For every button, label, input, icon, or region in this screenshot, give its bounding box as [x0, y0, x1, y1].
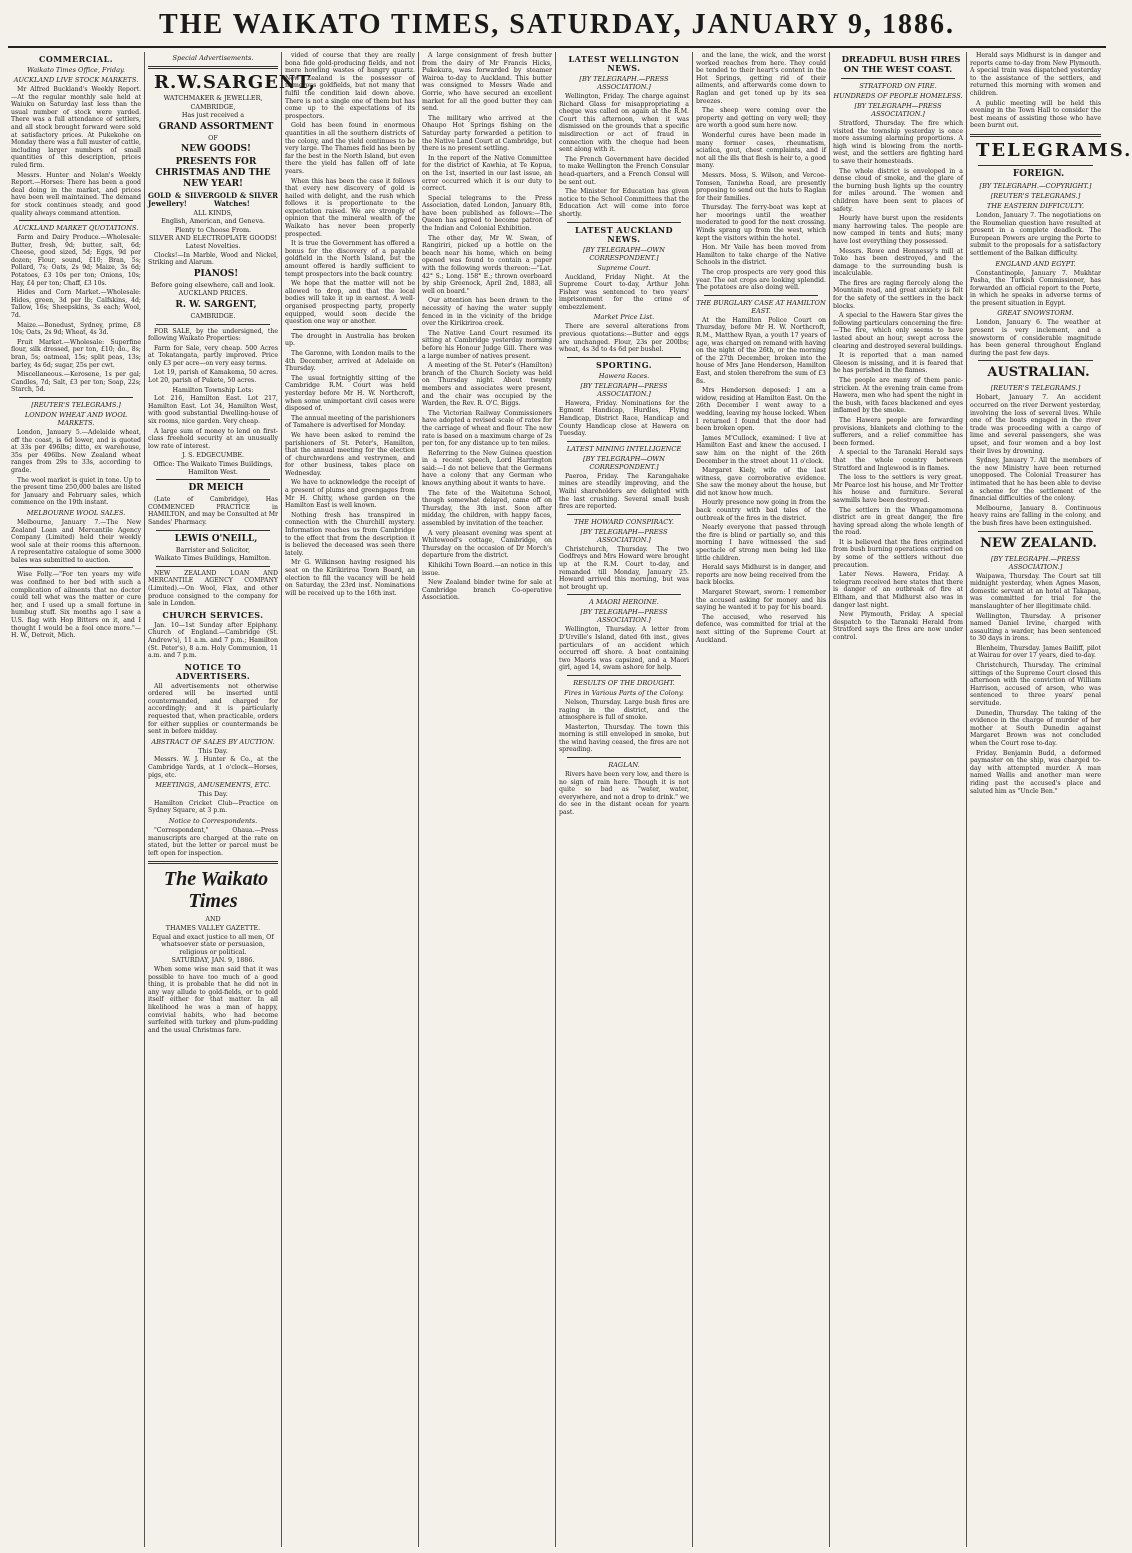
paragraph: Herald says Midhurst is in danger and reports came to-day from New Plymouth. A special train was dispatched yesterday to the assistance of the settlers, and returned this morning with women and children.: [970, 52, 1101, 97]
paragraph: The Native Land Court resumed its sitting at Cambridge yesterday morning before his Honour Judge Gill. There was a large number of natives present.: [422, 329, 552, 360]
paragraph: Hamilton Cricket Club—Practice on Sydney Square, at 3 p.m.: [148, 799, 278, 815]
paragraph: A special to the Taranaki Herald says that the whole country between Stratford and Inglewood is in flames.: [833, 449, 963, 472]
divider: [978, 531, 1093, 532]
paragraph: Hobart, January 7. An accident occurred on the river Derwent yesterday, involving the loss of several lives. While one of the boats engaged in the river trade was proceeding with a cargo of lime and several passengers, she was upset, and four women and a boy lost their lives by drowning.: [970, 394, 1101, 455]
paragraph: Fruit Market.—Wholesale: Superfine flour, silk dressed, per ton, £10; do., 8s; bran, 5s; oatmeal, 15s; split peas, 13s; barley, 4s 6d; sugar, 25s per cwt.: [11, 338, 141, 369]
paragraph: Masterton, Thursday. The town this morning is still enveloped in smoke, but the wind having ceased, the fires are not spreading.: [559, 723, 689, 754]
paragraph: The annual meeting of the parishioners of Tamahere is advertised for Monday.: [285, 414, 415, 430]
section-heading: TELEGRAMS.: [976, 139, 1132, 161]
sub-heading: Market Price List.: [593, 313, 655, 322]
paragraph: We hope that the matter will not be allowed to drop, and that the local bodies will take it up in earnest. A well-organised prospecting party, properly equipped, would soon decide the question one way or another.: [285, 280, 415, 326]
divider: [567, 594, 681, 595]
paragraph: The other day, Mr W. Swan, of Rangiriri, picked up a bottle on the beach near his home, which on being opened was found to contain a paper with the following words thereon:—"Lat. 42° S.; Long. 158° E.; thrown overboard by ship Greenock, April 2nd, 1883, all well on board.": [422, 234, 552, 295]
section-heading: COMMERCIAL.: [38, 54, 114, 64]
divider: [567, 441, 681, 442]
paragraph: When this has been the case it follows that every new discovery of gold is hailed with delight, and the rush which follows it is proportionate to the expectation raised. We are strongly of opinion that the mineral wealth of the Waikato has never been properly prospected.: [285, 177, 415, 238]
divider: [970, 134, 1101, 137]
paragraph: Christchurch, Thursday. The criminal sittings of the Supreme Court closed this afternoon with the conviction of William Harrison, accused of arson, who was sentenced to three years' penal servitude.: [970, 662, 1101, 708]
sub-heading: Fires in Various Parts of the Colony.: [564, 688, 684, 697]
sub-heading: [BY TELEGRAPH—OWN CORRESPONDENT.]: [583, 245, 665, 262]
ad-text: THAMES VALLEY GAZETTE.: [165, 923, 261, 932]
paragraph: The drought in Australia has broken up.: [285, 332, 415, 348]
paragraph: Stratford, Thursday. The fire which visited the township yesterday is once more assuming alarming proportions. A high wind is blowing from the north-west, and the settlers are fighting hard to save their homesteads.: [833, 120, 963, 165]
sub-heading: THE HOWARD CONSPIRACY.: [574, 517, 674, 526]
sub-heading: [BY TELEGRAPH—PRESS ASSOCIATION.]: [580, 608, 668, 625]
paragraph: Herald says Midhurst is in danger, and reports are now being received from the back blocks.: [696, 564, 826, 587]
paragraph: Mr G. Wilkinson having resigned his seat on the Kirikiriroa Town Board, an election to fill the vacancy will be held on Saturday, the 23rd inst. Nominations will be received up to the 16th inst.: [285, 559, 415, 597]
sub-heading: [BY TELEGRAPH.—COPYRIGHT.]: [979, 181, 1092, 190]
paragraph: All advertisements not otherwise ordered will be inserted until countermanded, and charged for accordingly; and it is particularly requested that, when practicable, orders for either supplies or countermands be sent in before midday.: [148, 682, 278, 736]
section-heading: CHURCH SERVICES.: [162, 609, 264, 620]
ad-headline: PRESENTS FOR CHRISTMAS AND THE NEW YEAR!: [155, 157, 271, 190]
paragraph: Sydney, January 7. All the members of the new Ministry have been returned unopposed. The Colonial Treasurer has intimated that he has been able to devise a scheme for the settlement of the financial difficulties of the colony.: [970, 457, 1101, 503]
sub-heading: [REUTER'S TELEGRAMS.]: [990, 191, 1081, 200]
sub-heading: LONDON WHEAT AND WOOL MARKETS.: [24, 410, 128, 427]
advertiser-name: R. W. SARGENT,: [175, 299, 257, 310]
paragraph: Mrs Henderson deposed: I am a widow, residing at Hamilton East. On the 26th December I went away to a wedding, leaving my house locked. When I returned I found that the door had been broken open.: [696, 387, 826, 433]
masthead: THE WAIKATO TIMES, SATURDAY, JANUARY 9, 1886.: [8, 8, 1106, 48]
paragraph: Referring to the New Guinea question in a recent speech, Lord Harrington said:—I do not believe that the Germans have a colony that any German who knows anything about it wants to have.: [422, 449, 552, 488]
column-3: [282, 52, 419, 1547]
divider: [978, 165, 1093, 166]
sub-heading: MELBOURNE WOOL SALES.: [26, 508, 126, 517]
motto: Equal and exact justice to all men, Of whatsoever state or persuasion, religious or political.: [152, 932, 274, 956]
divider: [978, 360, 1093, 361]
paragraph: Hides and Corn Market.—Wholesale: Hides, green, 3d per lb; Calfskins, 4d; Tallow, 16s; Sheepskins, 3s each; Wool, 7d.: [11, 289, 141, 320]
ad-text: Has just received a: [181, 111, 245, 120]
section-heading: LATEST WELLINGTON NEWS.: [568, 54, 680, 73]
divider: [293, 329, 407, 330]
divider: [156, 530, 270, 531]
paragraph: Waipawa, Thursday. The Court sat till midnight yesterday, when Agnes Mason, domestic servant at an hotel at Takapau, was committed for trial for the manslaughter of her illegitimate child.: [970, 572, 1101, 610]
section-heading: SPORTING.: [595, 359, 653, 370]
sub-heading: HUNDREDS OF PEOPLE HOMELESS.: [833, 92, 963, 100]
divider: [841, 78, 955, 79]
sub-heading: [BY TELEGRAPH—PRESS ASSOCIATION.]: [854, 102, 942, 118]
paragraph: "Correspondent," Ohaua.—Press manuscripts are charged at the rate on stated, but the letter or parcel must be left open for inspection.: [148, 827, 278, 857]
paragraph: vided of course that they are really bona fide gold-producing fields, and not mere howling wastes of hungry quartz. New Zealand is the possessor of numerous goldfields, but not many that fulfil the condition laid down above. There is not a single one of them but has come up to the expectations of its prospectors.: [285, 52, 415, 120]
divider: [567, 675, 681, 676]
divider: [19, 220, 133, 221]
divider: [704, 295, 818, 296]
sub-heading: [BY TELEGRAPH—PRESS ASSOCIATION.]: [580, 381, 668, 398]
paragraph: The fete of the Waitetuna School, though somewhat delayed, came off on Thursday, the 3th inst. Soon after midday, the children, with happy faces, assembled by invitation of the teacher.: [422, 489, 552, 528]
paragraph: The wool market is quiet in tone. Up to the present time 250,000 bales are listed for January and February sales, which commence on the 19th instant.: [11, 476, 141, 507]
ad-text: SILVER AND ELECTROPLATE GOODS! Latest Novelties.: [148, 234, 278, 250]
section-heading: DREADFUL BUSH FIRES ON THE WEST COAST.: [841, 55, 961, 75]
paragraph: Wonderful cures have been made in many former cases, rheumatism, sciatica, gout, chest complaints, and if not all the ills that flesh is heir to, a good many.: [696, 131, 826, 170]
paragraph: Gold has been found in enormous quantities in all the southern districts of the colony, and the yield continues to be very large. The Thames field has been by far the best in the North Island, but even there the yield has fallen off of late years.: [285, 122, 415, 175]
paragraph: NEW ZEALAND LOAN AND MERCANTILE AGENCY COMPANY (Limited).—On Wool, Flax, and other produce consigned to the company for sale in London.: [148, 569, 278, 608]
paragraph: It is reported that a man named Gleeson is missing, and it is feared that he has perished in the flames.: [833, 352, 963, 375]
ad-text: Barrister and Solicitor,: [175, 545, 251, 554]
paragraph: Nothing fresh has transpired in connection with the Churchill mystery. Information reaches us from Cambridge to the effect that from the description it is believed the deceased was seen there lately.: [285, 511, 415, 557]
ad-text: Office: The Waikato Times Buildings, Hamilton West.: [153, 460, 273, 476]
paragraph: Lot 216, Hamilton East. Lot 217, Hamilton East. Lot 34, Hamilton West, with good substantial Dwelling-house of six rooms, nice garden. Very cheap.: [148, 395, 278, 426]
paragraph: Messrs. Rowe and Hennessy's mill at Toko has been destroyed, and the damage to the surrounding bush is incalculable.: [833, 247, 963, 278]
paragraph: It is true the Government has offered a bonus for the discovery of a payable goldfield in the North Island, but the amount offered is hardly sufficient to tempt prospectors into the back country.: [285, 240, 415, 278]
paragraph: The Garonne, with London mails to the 4th December, arrived at Adelaide on Thursday.: [285, 349, 415, 373]
sub-heading: A MAORI HEROINE.: [589, 598, 659, 607]
paragraph: The Hawera people are forwarding provisions, blankets and clothing to the sufferers, and a relief committee has been formed.: [833, 416, 963, 447]
paragraph: The military who arrived at the Ohaupo Hot Springs fishing on the Saturday party forwarded a petition to the Native Land Court at Cambridge, but there is no present settling.: [422, 114, 552, 153]
sub-heading: AUCKLAND LIVE STOCK MARKETS.: [13, 76, 139, 84]
paragraph: Maize.—Bonedust, Sydney, prime, £8 10s; Oats, 2s 9d; Wheat, 4s 3d.: [11, 321, 141, 337]
advertiser-name: LEWIS O'NEILL,: [174, 533, 258, 544]
ad-headline: PIANOS!: [193, 268, 239, 279]
sub-heading: MEETINGS, AMUSEMENTS, ETC.: [155, 781, 271, 790]
paragraph: James M'Cullock, examined: I live at Hamilton East and knew the accused. I saw him on the night of the 26th December in the street about 11 o'clock.: [696, 434, 826, 465]
sub-heading: [REUTER'S TELEGRAMS.]: [31, 400, 121, 409]
paragraph: Wellington, Thursday. A letter from D'Urville's Island, dated 6th inst., gives particulars of an accident which occurred off shore. A boat containing two Maoris was capsized, and a Maori girl, aged 14, swam ashore for help.: [559, 626, 689, 672]
column-6: [693, 52, 830, 1547]
paragraph: London, January 5.—Adelaide wheat, off the coast, is 6d lower, and is quoted at 33s per 496lbs; ditto, ex warehouse, 35s per 496lbs. New Zealand wheat ranges from 29s to 33s, according to grade.: [11, 428, 141, 474]
section-heading: NEW ZEALAND.: [980, 535, 1097, 551]
paragraph: The usual fortnightly sitting of the Cambridge R.M. Court was held yesterday before Mr H. W. Northcroft, when some unimportant civil cases were disposed of.: [285, 374, 415, 413]
ad-text: Before going elsewhere, call and look.: [150, 280, 276, 289]
divider: [148, 861, 278, 864]
paragraph: FOR SALE, by the undersigned, the following Waikato Properties:: [148, 327, 278, 343]
section-heading: AUSTRALIAN.: [987, 365, 1090, 381]
paragraph: Special telegrams to the Press Association, dated London, January 8th, have been published as follows:—The Queen has agreed to become patron of the Indian and Colonial Exhibition.: [422, 194, 552, 233]
ad-text: OF: [208, 133, 218, 142]
sub-heading: Hawera Races.: [598, 371, 650, 380]
paragraph: and the lane, the wick, and the worst worked reaches from here. They could be tended to their heart's content in the Hot Springs, getting rid of their ailments, and afterwards come down to Raglan and get toned up by its sea breezes.: [696, 52, 826, 105]
paragraph: Nelson, Thursday. Large bush fires are raging in the district, and the atmosphere is full of smoke.: [559, 698, 689, 722]
section-heading: FOREIGN.: [1012, 168, 1065, 179]
ad-pair: [148, 192, 278, 207]
paragraph: Messrs. Moss, S. Wilson, and Vercoe-Tomsen, Taniwha Road, are presently proposing to send out the huts to Raglan for their families.: [696, 171, 826, 202]
paragraph: The whole district is enveloped in a dense cloud of smoke, and the glare of the burning bush lights up the country for miles around. The women and children have been sent to places of safety.: [833, 167, 963, 213]
paragraph: A very pleasant evening was spent at Whitewood's cottage, Cambridge, on Thursday on the occasion of Dr Morch's departure from the district.: [422, 529, 552, 560]
sub-heading: [BY TELEGRAPH.—PRESS ASSOCIATION.]: [579, 75, 669, 91]
paragraph: Farm and Dairy Produce.—Wholesale: Butter, fresh, 9d; butter, salt, 6d; Cheese, good sized, 5d; Eggs, 9d per dozen; Flour, sound, £10; Bran, 5s; Pollard, 7s; Oats, 2s 9d; Maize, 3s 6d; Potatoes, £3 10s per ton; Onions, 10s; Hay, £4 per ton; Chaff, £3 10s.: [11, 234, 141, 287]
paragraph: New Plymouth, Friday. A special despatch to the Taranaki Herald from Stratford says the fires are now under control.: [833, 611, 963, 641]
ad-text: WATCHMAKER & JEWELLER,: [163, 94, 263, 102]
paragraph: In the report of the Native Committee for the district of Kawhia, at Te Kopua, on the 1st, inserted in our last issue, an error occurred which it is our duty to correct.: [422, 154, 552, 193]
paragraph: Clocks!—In Marble, Wood and Nickel, Striking and Alarum.: [148, 251, 278, 267]
paragraph: When some wise man said that it was possible to have too much of a good thing, it is probable that he did not in any way allude to gold-fields, or to gold itself either for that matter. In all likelihood he was a man of happy, convivial habits, who had become surfeited with turkey and plum-pudding and the usual Christmas fare.: [148, 965, 278, 1034]
paragraph: Christchurch, Thursday. The two Godfreys and Mrs Howard were brought up at the R.M. Court to-day, and remanded till Monday, January 25. Howard arrived this morning, but was not brought up.: [559, 545, 689, 591]
paragraph: Hourly presence now going in from the back country with bad tales of the outbreak of the fires in the district.: [696, 499, 826, 522]
paragraph: The loss to the settlers is very great. Mr Pearce lost his house, and Mr Trotter his house and furniture. Several sawmills have been destroyed.: [833, 474, 963, 504]
paragraph: Hourly have burst upon the residents many harrowing tales. The people are now camped in tents and huts; many have lost everything they possessed.: [833, 215, 963, 245]
sub-heading: LATEST MINING INTELLIGENCE: [566, 444, 682, 453]
ad-text: This Day.: [198, 746, 228, 755]
paragraph: Later News. Hawera, Friday. A telegram received here states that there is danger of an outbreak of fire at Eltham, and that Midhurst also was in danger last night.: [833, 571, 963, 609]
sub-heading: Waikato Times Office, Friday.: [27, 66, 125, 74]
sub-heading: ABSTRACT OF SALES BY AUCTION.: [151, 737, 275, 746]
paragraph: At the Hamilton Police Court on Thursday, before Mr H. W. Northcroft, R.M., Matthew Ryan, a youth 17 years of age, was charged on remand with having on the night of the 26th, or the morning of the 27th December, broken into the house of Mrs Jane Henderson, Hamilton East, and stolen therefrom the sum of £3 8s.: [696, 316, 826, 385]
sub-heading: [BY TELEGRAPH.—PRESS ASSOCIATION.]: [990, 554, 1081, 571]
paragraph: Kihikihi Town Board.—an notice in this issue.: [422, 562, 552, 577]
divider: [148, 66, 278, 69]
column-5: [556, 52, 693, 1547]
section-heading: LATEST AUCKLAND NEWS.: [574, 224, 674, 244]
paragraph: Nearly everyone that passed through the fire is blind or partially so, and this morning I have witnessed the sad spectacle of strong men being led like little children.: [696, 524, 826, 562]
paragraph: (Late of Cambridge), Has COMMENCED PRACTICE in HAMILTON, and may be Consulted at Mr Sandes' Pharmacy.: [148, 496, 278, 526]
paragraph: Dunedin, Thursday. The taking of the evidence in the charge of murder of her mother at South Dunedin against Margaret Brown was not concluded when the Court rose to-day.: [970, 709, 1101, 747]
paragraph: Messrs. W. J. Hunter & Co., at the Cambridge Yards, at 1 o'clock—Horses, pigs, etc.: [148, 756, 278, 779]
paragraph: A meeting of the St. Peter's (Hamilton) branch of the Church Society was held on Thursday night. About twenty members and associates were present, and the chair was occupied by the Warden, the Rev. R. O'C. Biggs.: [422, 362, 552, 408]
divider: [567, 357, 681, 358]
paragraph: Messrs. Hunter and Nolan's Weekly Report.—Horses: There has been a good deal doing in the market, and prices have been well maintained. The demand for stock continues steady, and good quality always command attention.: [11, 171, 141, 217]
paragraph: Rivers have been very low, and there is no sign of rain here. Though it is not quite so bad as "water, water, everywhere, and not a drop to drink." we do see in the distant ocean for yearn past.: [559, 771, 689, 817]
sub-heading: ENGLAND AND EGYPT.: [995, 259, 1076, 268]
paragraph: Friday. Benjamin Budd, a deformed paymaster on the ship, was charged to-day with attempted murder. A man named Wallis and another man were riding past the accused's place and saluted him as "Uncle Ben.": [970, 749, 1101, 795]
paragraph: Paeroa, Friday. The Karangahake mines are steadily improving, and the Waihi shareholders are delighted with the last crushing. Several small bush fires are reported.: [559, 472, 689, 511]
sub-heading: GREAT SNOWSTORM.: [997, 309, 1074, 318]
sub-heading: THE EASTERN DIFFICULTY.: [986, 201, 1085, 210]
paragraph: London, January 6. The weather at present is very inclement, and a snowstorm of considerable magnitude has been general throughout England during the past few days.: [970, 319, 1101, 357]
divider: [567, 757, 681, 758]
ad-text: English, American, and Geneva.: [161, 217, 265, 226]
paragraph: The accused, who reserved his defence, was committed for trial at the next sitting of the Supreme Court at Auckland.: [696, 613, 826, 644]
columns: [8, 52, 1132, 1547]
paragraph: The Victorian Railway Commissioners have adopted a revised scale of rates for the carriage of wheat and flour. The new rate is based on a maximum charge of 2s per ton, for any distance up to ten miles.: [422, 409, 552, 448]
paragraph: A large sum of money to lend on first-class freehold security at an unusually low rate of interest.: [148, 427, 278, 450]
sub-heading: [BY TELEGRAPH—PRESS ASSOCIATION.]: [580, 527, 668, 544]
paragraph: Melbourne, January 8. Continuous heavy rains are falling in the colony, and the bush fires have been extinguished.: [970, 504, 1101, 527]
paragraph: Auckland, Friday Night. At the Supreme Court to-day, Arthur John Fisher was sentenced to two years' imprisonment for the crime of embezzlement.: [559, 273, 689, 311]
sub-heading: STRATFORD ON FIRE.: [859, 82, 937, 90]
issue-date: SATURDAY, JAN. 9, 1886.: [171, 956, 255, 965]
sub-heading: RESULTS OF THE DROUGHT.: [573, 678, 675, 687]
sub-heading: [REUTER'S TELEGRAMS.]: [990, 384, 1081, 393]
divider: [19, 567, 133, 568]
paragraph: The sheep were coming over the property and getting on very well; they are worth a good sum here now.: [696, 107, 826, 130]
paragraph: The fires are raging fiercely along the Mountain road, and great anxiety is felt for the safety of the settlers in the back blocks.: [833, 279, 963, 310]
sub-heading: Supreme Court.: [597, 263, 651, 272]
paragraph: The settlers in the Whangamomona district are in great danger, the fire having spread along the whole length of the road.: [833, 506, 963, 537]
paragraph: Wellington, Thursday. A prisoner named Daniel Irvine, charged with assaulting a warder, has been sentenced to 30 days in irons.: [970, 612, 1101, 643]
paragraph: There are several alterations from previous quotations:—Butter and eggs are unchanged. Flour, 23s per 200lbs; wheat, 4s 3d to 4s 6d per bushel.: [559, 323, 689, 354]
column-4: [419, 52, 556, 1547]
paragraph: The crop prospects are very good this year. The oat crops are looking splendid. The potatoes are also doing well.: [696, 269, 826, 292]
column-7: [830, 52, 967, 1547]
sub-heading: Notice to Correspondents.: [168, 817, 258, 825]
ad-text: GOLD & SILVER Jewellery!: [148, 191, 214, 208]
paragraph: A special to the Hawera Star gives the following particulars concerning the fire:—The fire, which only seems to have lasted about an hour, swept across the clearing and destroyed several buildings.: [833, 312, 963, 350]
advertiser-name: DR MEICH: [188, 483, 244, 494]
paragraph: Margaret Kiely, wife of the last witness, gave corroborative evidence. She saw the money about the house, but did not know how much.: [696, 467, 826, 497]
paragraph: Hawera, Friday. Nominations for the Egmont Handicap, Hurdles, Flying Handicap, District Race, Handicap and County Handicap close at Hawera on Tuesday.: [559, 399, 689, 438]
paragraph: Thursday. The ferry-boat was kept at her moorings until the weather moderated to good for the next crossing. Winds sprang up from the west, which kept the visitors within the hotel.: [696, 204, 826, 242]
ad-text: ALL KINDS,: [193, 208, 233, 217]
paragraph: Mr Alfred Buckland's Weekly Report. —At the regular monthly sale held at Waiuku on Saturday last less than the usual number of stock were yarded. There was a full attendance of settlers, and all stock brought forward were sold at satisfactory prices. At Pukekohe on Monday there was a full muster of cattle, including larger numbers of small quantities of this description, prices ruled firm.: [11, 86, 141, 169]
ad-headline: GRAND ASSORTMENT: [158, 121, 274, 132]
divider: [156, 324, 270, 325]
paragraph: Wellington, Friday. The charge against Richard Glass for misappropriating a cheque was called on again at the R.M. Court this afternoon, when it was dismissed on the grounds that a specific misdirection or act of fraud in connection with the cheque had been sent along with it.: [559, 93, 689, 154]
paragraph: Blenheim, Thursday. James Bailiff, pilot at Wairau for over 17 years, died to-day.: [970, 644, 1101, 660]
sub-heading: [BY TELEGRAPH—OWN CORRESPONDENT.]: [583, 454, 665, 471]
column-8: [967, 52, 1132, 1547]
ad-text: J. S. EDGECUMBE.: [181, 451, 245, 460]
ad-text: CAMBRIDGE,: [190, 102, 236, 111]
paragraph: Jan. 10—1st Sunday after Epiphany. Church of England.—Cambridge (St. Andrew's), 11 a.m. and 7 p.m.; Hamilton (St. Peter's), 8 a.m. Holy Communion, 11 a.m. and 7 p.m.: [148, 621, 278, 660]
paper-title: The Waikato Times: [163, 868, 269, 913]
divider: [156, 566, 270, 567]
advertiser-name: R.W.SARGENT,: [154, 72, 317, 93]
sub-heading: AUCKLAND MARKET QUOTATIONS.: [13, 224, 139, 233]
paragraph: The Minister for Education has given notice to the School Committees that the Education Act will come into force shortly.: [559, 188, 689, 218]
paragraph: Constantinople, January 7. Mukhtar Pasha, the Turkish Commissioner, has forwarded an official report to the Porte, in which he speaks in adverse terms of the present situation in Egypt.: [970, 269, 1101, 307]
paragraph: Miscellaneous.—Kerosene, 1s per gal; Candles, 7d; Salt, £3 per ton; Soap, 22s; Starch, 5d.: [11, 371, 141, 394]
paragraph: New Zealand binder twine for sale at Cambridge branch Co-operative Association.: [422, 579, 552, 602]
paragraph: Lot 19, parish of Kamakema, 50 acres. Lot 20, parish of Pukete, 50 acres.: [148, 369, 278, 385]
divider: [19, 397, 133, 398]
paragraph: Hon. Mr Vaile has been moved from Hamilton to take charge of the Native Schools in the district.: [696, 244, 826, 267]
paragraph: Margaret Stewart, sworn: I remember the accused asking for money and his saying he wanted it to pay for his board.: [696, 589, 826, 612]
paragraph: A large consignment of fresh butter from the dairy of Mr Francis Hicks, Pukekura, was forwarded by steamer Wairoa to-day to Auckland. This butter was consigned to Messrs Wade and Gorrie, who have secured an excellent market for all the good butter they can send.: [422, 52, 552, 113]
ad-text: Waikato Times Buildings, Hamilton.: [154, 554, 272, 563]
paragraph: Wise Folly.—"For ten years my wife was confined to her bed with such a complication of ailments that no doctor could tell what was the matter or cure her, and I used up a small fortune in humbug stuff. Six months ago I saw a U.S. flag with Hop Bitters on it, and I thought I would be a fool once more."—H. W., Detroit, Mich.: [11, 571, 141, 640]
paragraph: We have to acknowledge the receipt of a present of plums and greengages from Mr H. Chitty, whose garden on the Hamilton East is well known.: [285, 479, 415, 510]
sub-heading: RAGLAN.: [608, 761, 640, 770]
ad-text: CAMBRIDGE.: [190, 311, 236, 320]
ad-text: This Day.: [198, 790, 228, 799]
paragraph: Farm for Sale, very cheap. 500 Acres at Tokatangata, partly improved. Price only £3 per acre—on very easy terms.: [148, 344, 278, 367]
ad-text: AND: [205, 915, 221, 924]
ad-text: GOLD & SILVER Watches!: [213, 191, 278, 208]
divider: [567, 514, 681, 515]
column-2: [145, 52, 317, 1547]
paragraph: It is believed that the fires originated from bush burning operations carried on by some of the settlers without due precaution.: [833, 538, 963, 569]
sub-heading: Special Advertisements.: [172, 54, 254, 62]
divider: [156, 479, 270, 480]
ad-headline: NEW GOODS!: [181, 144, 251, 155]
paragraph: A public meeting will be held this evening in the Town Hall to consider the best means of assisting those who have been burnt out.: [970, 99, 1101, 130]
paragraph: We have been asked to remind the parishioners of St. Peter's, Hamilton, that the annual meeting for the election of churchwardens and vestrymen, and for other business, takes place on Wednesday.: [285, 431, 415, 477]
sub-heading: THE BURGLARY CASE AT HAMILTON EAST.: [696, 298, 826, 315]
divider: [567, 222, 681, 223]
ad-text: Hamilton Township Lots:: [172, 385, 254, 394]
column-1: [8, 52, 145, 1547]
paragraph: London, January 7. The negotiations on the Roumelian question have resulted at present in a complete deadlock. The European Powers are urging the Porte to submit to the proposals for a satisfactory settlement of the Balkan difficulty.: [970, 211, 1101, 257]
section-heading: NOTICE TO ADVERTISERS.: [175, 661, 251, 681]
ad-text: Plenty to Choose From.: [174, 225, 252, 234]
ad-text: AUCKLAND PRICES.: [178, 289, 248, 298]
paragraph: The people are many of them panic-stricken. At the evening train came from Hawera, men who had spent the night in the bush, with faces blackened and eyes inflamed by the smoke.: [833, 377, 963, 415]
paragraph: The French Government have decided to make Wellington the French Consular head-quarters, and a French Consul will be sent out.: [559, 155, 689, 186]
paragraph: Our attention has been drawn to the necessity of having the water supply fenced in in the vicinity of the bridge over the Kirikiriroa creek.: [422, 297, 552, 328]
paragraph: Melbourne, January 7.—The New Zealand Loan and Mercantile Agency Company (Limited) held their weekly wool sale at their rooms this afternoon. A representative catalogue of some 3000 bales was submitted to auction.: [11, 518, 141, 564]
